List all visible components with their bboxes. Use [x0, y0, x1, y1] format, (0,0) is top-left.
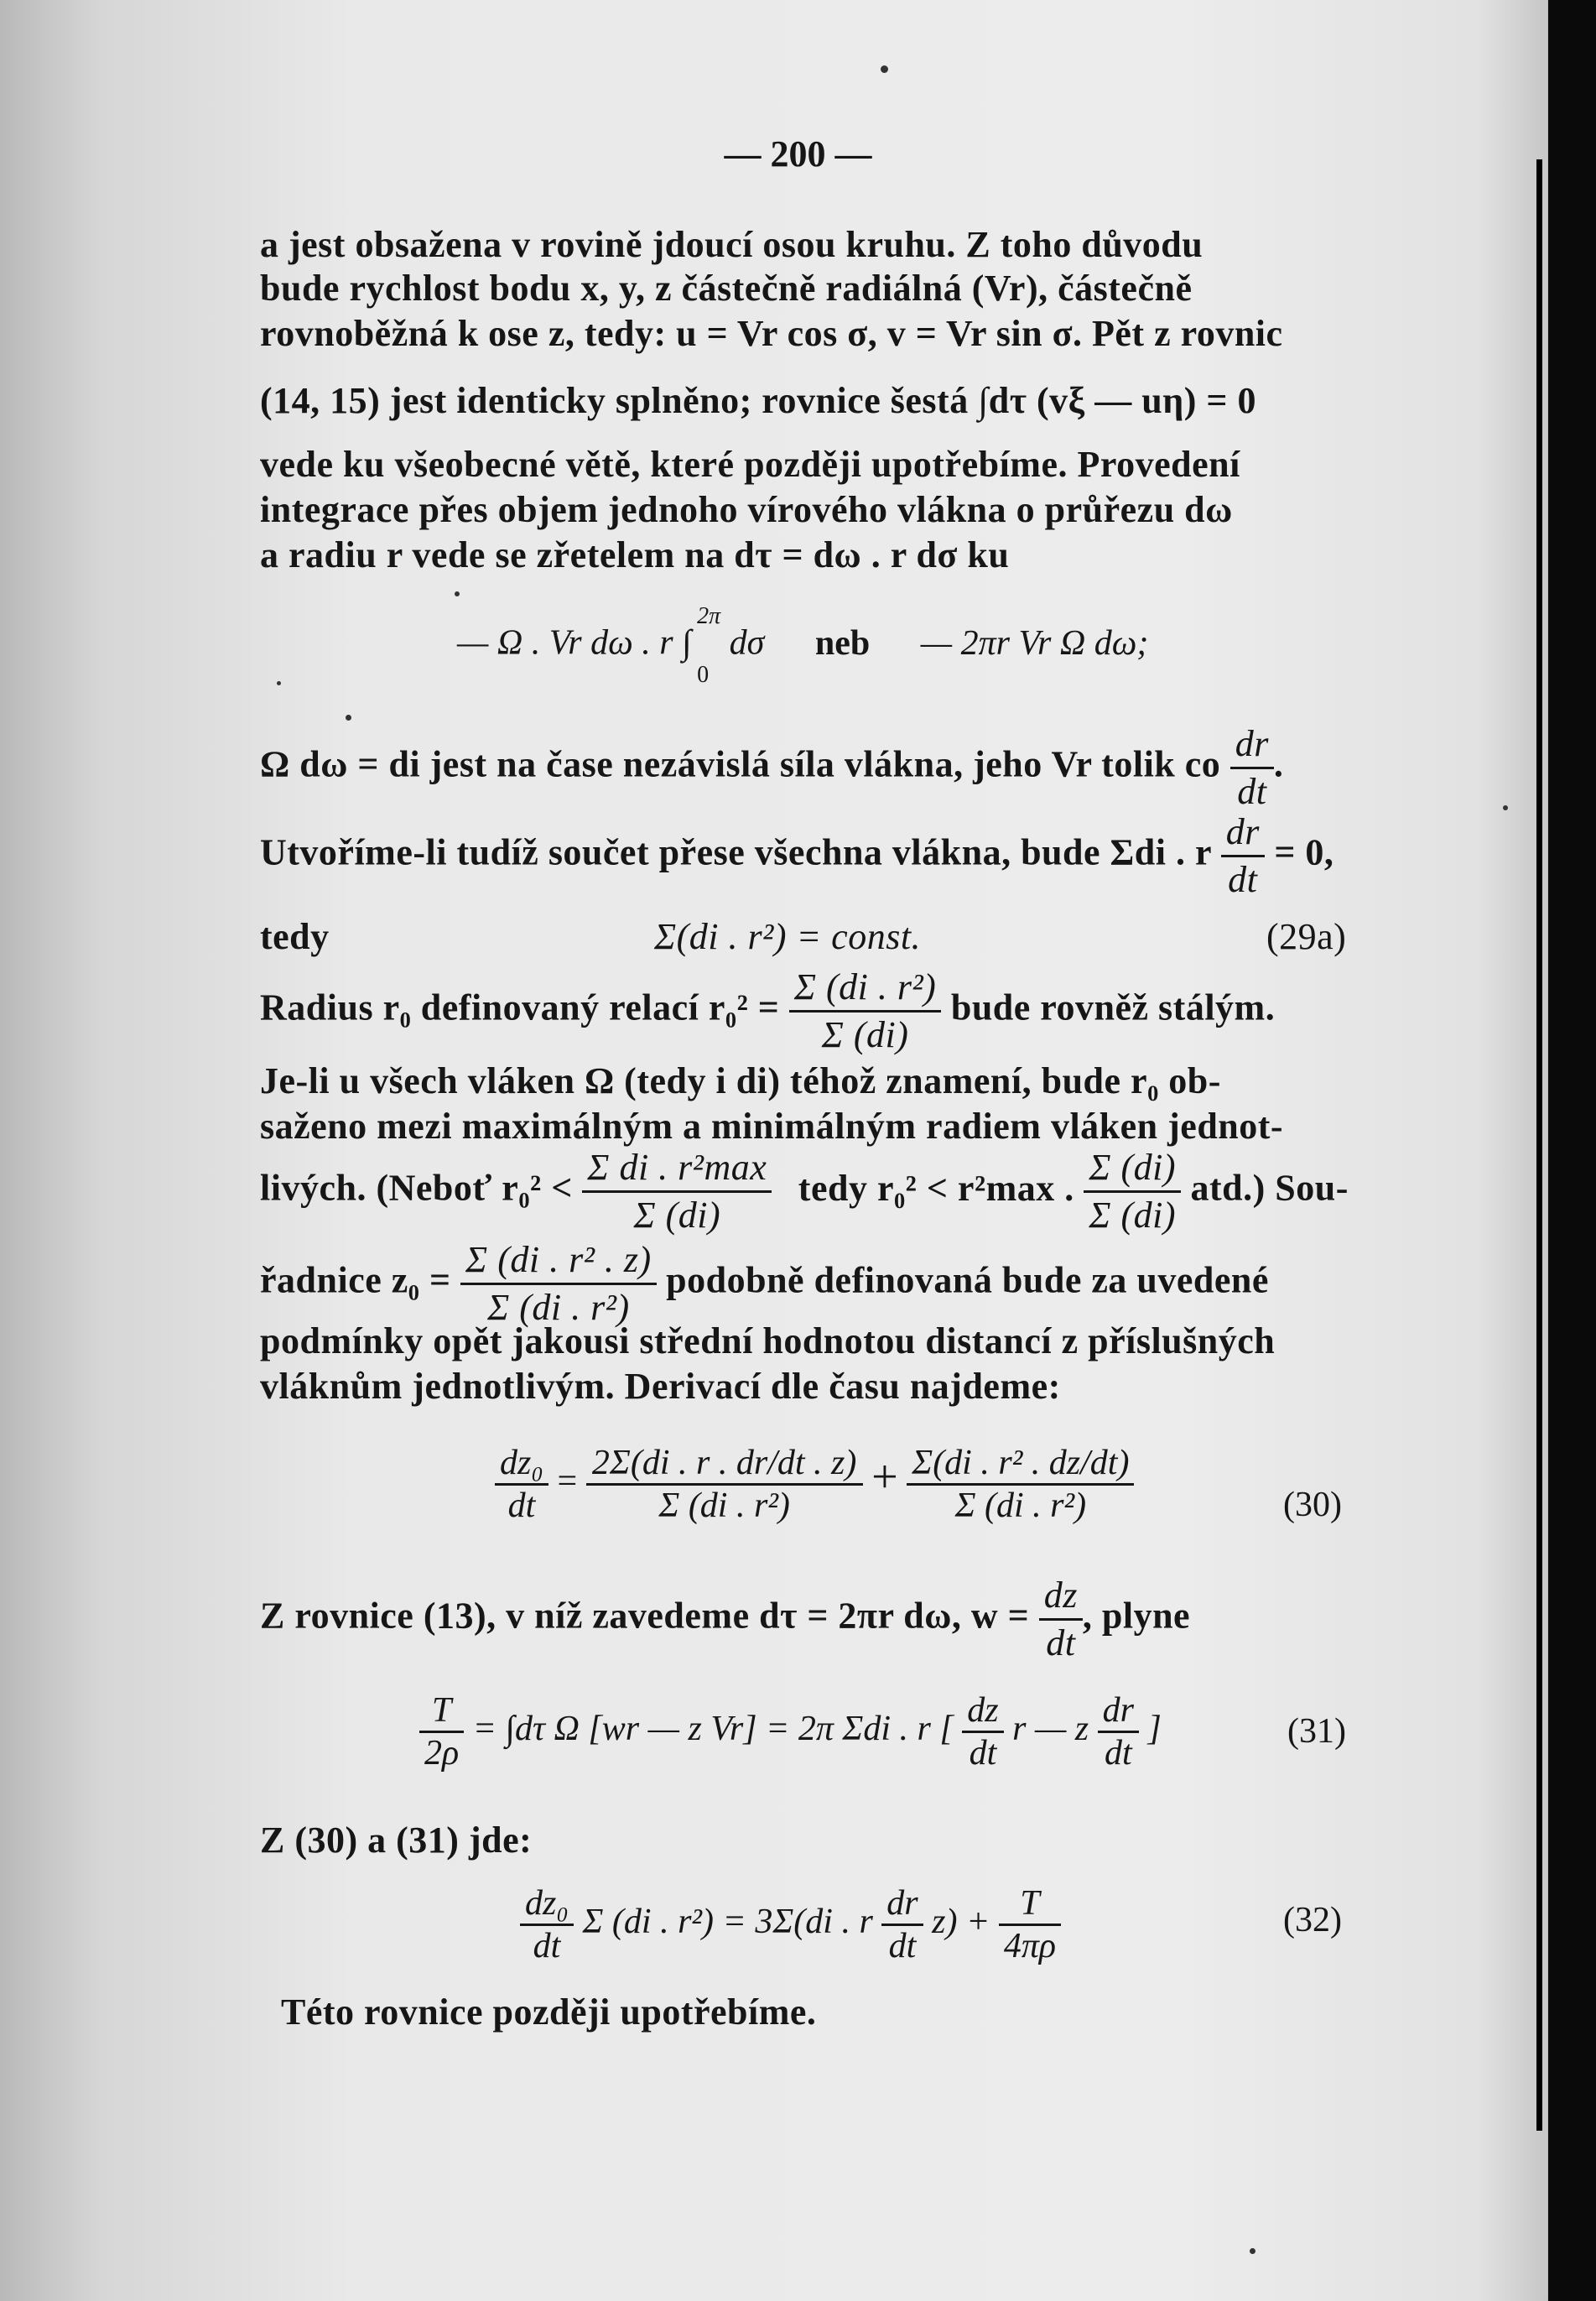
- fraction-z0: [460, 1237, 657, 1330]
- line-radius: [260, 965, 1384, 1058]
- text-line: Je-li u všech vláken Ω (tedy i di) téhož znamení, bude r₀ ob-: [260, 1060, 1221, 1101]
- radius-pre: Radius r₀ definovaný relací r₀² =: [260, 987, 780, 1028]
- frac-num: dz₀: [520, 1883, 574, 1926]
- eq32-after: z) +: [932, 1903, 990, 1942]
- frac-den: 2ρ: [424, 1734, 460, 1773]
- fraction-lhs: [495, 1443, 548, 1526]
- frac-den: Σ (di): [633, 1195, 721, 1236]
- frac-den: dt: [969, 1734, 997, 1773]
- frac-num: 2Σ(di . r . dr/dt . z): [586, 1443, 863, 1486]
- equation-31: [419, 1690, 1162, 1773]
- line-nebot: [260, 1145, 1384, 1238]
- radius-post: bude rovněž stálým.: [950, 987, 1276, 1028]
- fraction-dr-dt: [1098, 1690, 1139, 1773]
- frac-num: dz₀: [495, 1443, 548, 1486]
- fraction-dz-dt: [1039, 1573, 1083, 1666]
- frac-num: Σ (di . r² . z): [460, 1237, 657, 1285]
- line-z30: Z (30) a (31) jde:: [260, 1819, 533, 1861]
- eq-left: — Ω . Vr dω . r ∫: [457, 623, 692, 663]
- fraction-dr-dt: [881, 1883, 923, 1966]
- tail: , plyne: [1082, 1595, 1191, 1637]
- fraction-radius: [789, 965, 942, 1058]
- line-tedy: [260, 914, 1384, 960]
- frac-den: 4πρ: [1003, 1927, 1057, 1965]
- frac-num: dz: [1039, 1573, 1083, 1621]
- frac-num: dr: [1221, 810, 1265, 857]
- frac-num: dr: [1230, 721, 1274, 769]
- line-sum: [260, 810, 1384, 903]
- frac-den: Σ (di . r²): [954, 1486, 1087, 1525]
- frac-den: Σ (di): [821, 1014, 909, 1055]
- frac-num: Σ di . r²max: [582, 1145, 772, 1193]
- eq31-close: ]: [1147, 1710, 1162, 1749]
- text-line: vláknům jednotlivým. Derivací dle času najdeme:: [260, 1366, 1061, 1407]
- text-line: saženo mezi maximálným a minimálným radiem vláken jednot-: [260, 1106, 1284, 1147]
- nebot-mid: tedy r₀² < r²max .: [798, 1167, 1074, 1209]
- fraction-dz0-dt: [520, 1883, 574, 1966]
- frac-den: dt: [507, 1486, 536, 1525]
- z0-pre: řadnice z₀ =: [260, 1259, 451, 1301]
- frac-den: dt: [1237, 771, 1267, 812]
- equation-tag: (31): [1287, 1712, 1346, 1751]
- tail: = 0,: [1274, 831, 1334, 873]
- frac-den: dt: [1046, 1622, 1076, 1663]
- frac-den: dt: [1105, 1734, 1132, 1773]
- omega-text: Ω dω = di jest na čase nezávislá síla vlákna, jeho Vr tolik co: [260, 743, 1221, 785]
- fraction-term1: [586, 1443, 863, 1526]
- text-line: integrace přes objem jednoho vírového vlákna o průřezu dω: [260, 489, 1233, 530]
- fraction-max: [582, 1145, 772, 1238]
- z13-text: Z rovnice (13), v níž zavedeme dτ = 2πr dω, w =: [260, 1595, 1030, 1637]
- frac-num: T: [419, 1690, 464, 1733]
- tedy-word: tedy: [260, 916, 330, 957]
- integral-upper-limit: 2π: [697, 603, 721, 629]
- line-omega: [260, 721, 1384, 815]
- frac-num: Σ (di . r²): [789, 965, 942, 1013]
- text-line: podmínky opět jakousi střední hodnotou distancí z příslušných: [260, 1320, 1276, 1361]
- tedy-equation: Σ(di . r²) = const.: [654, 916, 922, 957]
- equation-30: $\frac{\text{dz₀}}{dt}$ = $\frac{2\Sigma(di . r . dr/dt . z)}{\text{Σ (di . r²)}}$ + $\frac{\text{Σ(di . r² . dz/dt)}}{\text{Σ (di . r²)}}$: [495, 1443, 1134, 1526]
- frac-den: dt: [533, 1927, 561, 1965]
- frac-den: dt: [1228, 859, 1258, 900]
- sum-text: Utvoříme-li tudíž součet přese všechna vlákna, bude Σdi . r: [260, 831, 1212, 873]
- fraction-dr-dt: [1230, 721, 1274, 815]
- frac-den: Σ (di . r²): [487, 1287, 630, 1328]
- line-z0: [260, 1237, 1384, 1330]
- eq-right: — 2πr Vr Ω dω;: [920, 623, 1149, 663]
- nebot-pre: livých. (Neboť r₀² <: [260, 1167, 573, 1209]
- fraction-term2: [907, 1443, 1134, 1526]
- equation-tag: (32): [1283, 1901, 1342, 1939]
- frac-num: Σ(di . r² . dz/dt): [907, 1443, 1134, 1486]
- fraction-dr-dt: [1221, 810, 1265, 903]
- frac-den: Σ (di . r²): [658, 1486, 790, 1525]
- z0-post: podobně definovaná bude za uvedené: [666, 1259, 1269, 1301]
- text-line: rovnoběžná k ose z, tedy: u = Vr cos σ, v = Vr sin σ. Pět z rovnic: [260, 313, 1283, 354]
- fraction-dz-dt: [962, 1690, 1003, 1773]
- fraction-di: [1084, 1145, 1181, 1238]
- nebot-post: atd.) Sou-: [1190, 1167, 1349, 1209]
- fraction-t-2rho: [419, 1690, 464, 1773]
- frac-den: Σ (di): [1089, 1195, 1176, 1236]
- text-line: a jest obsažena v rovině jdoucí osou kruhu. Z toho důvodu: [260, 224, 1203, 265]
- text-line: vede ku všeobecné větě, které později upotřebíme. Provedení: [260, 444, 1240, 485]
- equation-32: [520, 1883, 1061, 1966]
- text-line: bude rychlost bodu x, y, z částečně radiálná (Vr), částečně: [260, 268, 1193, 309]
- eq-dsigma: dσ: [729, 623, 765, 663]
- integral-lower-limit: 0: [697, 662, 710, 688]
- closing-line: Této rovnice později upotřebíme.: [281, 1991, 817, 2033]
- frac-num: T: [999, 1883, 1061, 1926]
- equation-tag: (29a): [1266, 916, 1347, 957]
- equation-tag: (30): [1283, 1486, 1342, 1524]
- line-z13: [260, 1573, 1384, 1666]
- page-edge-shadow: [1548, 0, 1596, 2301]
- frac-num: Σ (di): [1084, 1145, 1181, 1193]
- text-line: (14, 15) jest identicky splněno; rovnice šestá ∫dτ (vξ — uη) = 0: [260, 380, 1256, 421]
- binding-line: [1536, 159, 1542, 2131]
- frac-num: dr: [1098, 1690, 1139, 1733]
- page-number: — 200 —: [724, 133, 872, 174]
- eq31-mid: r — z: [1012, 1710, 1089, 1749]
- frac-num: dr: [881, 1883, 923, 1926]
- tail: .: [1273, 743, 1284, 785]
- equation-integral: [457, 604, 1148, 688]
- eq-neb: neb: [814, 623, 871, 663]
- fraction-t-4pirho: [999, 1883, 1061, 1966]
- eq32-mid: Σ (di . r²) = 3Σ(di . r: [582, 1903, 873, 1942]
- text-line: a radiu r vede se zřetelem na dτ = dω . r dσ ku: [260, 534, 1010, 575]
- eq31-body: = ∫dτ Ω [wr — z Vr] = 2π Σdi . r [: [472, 1710, 954, 1749]
- frac-den: dt: [888, 1927, 917, 1965]
- frac-num: dz: [962, 1690, 1003, 1733]
